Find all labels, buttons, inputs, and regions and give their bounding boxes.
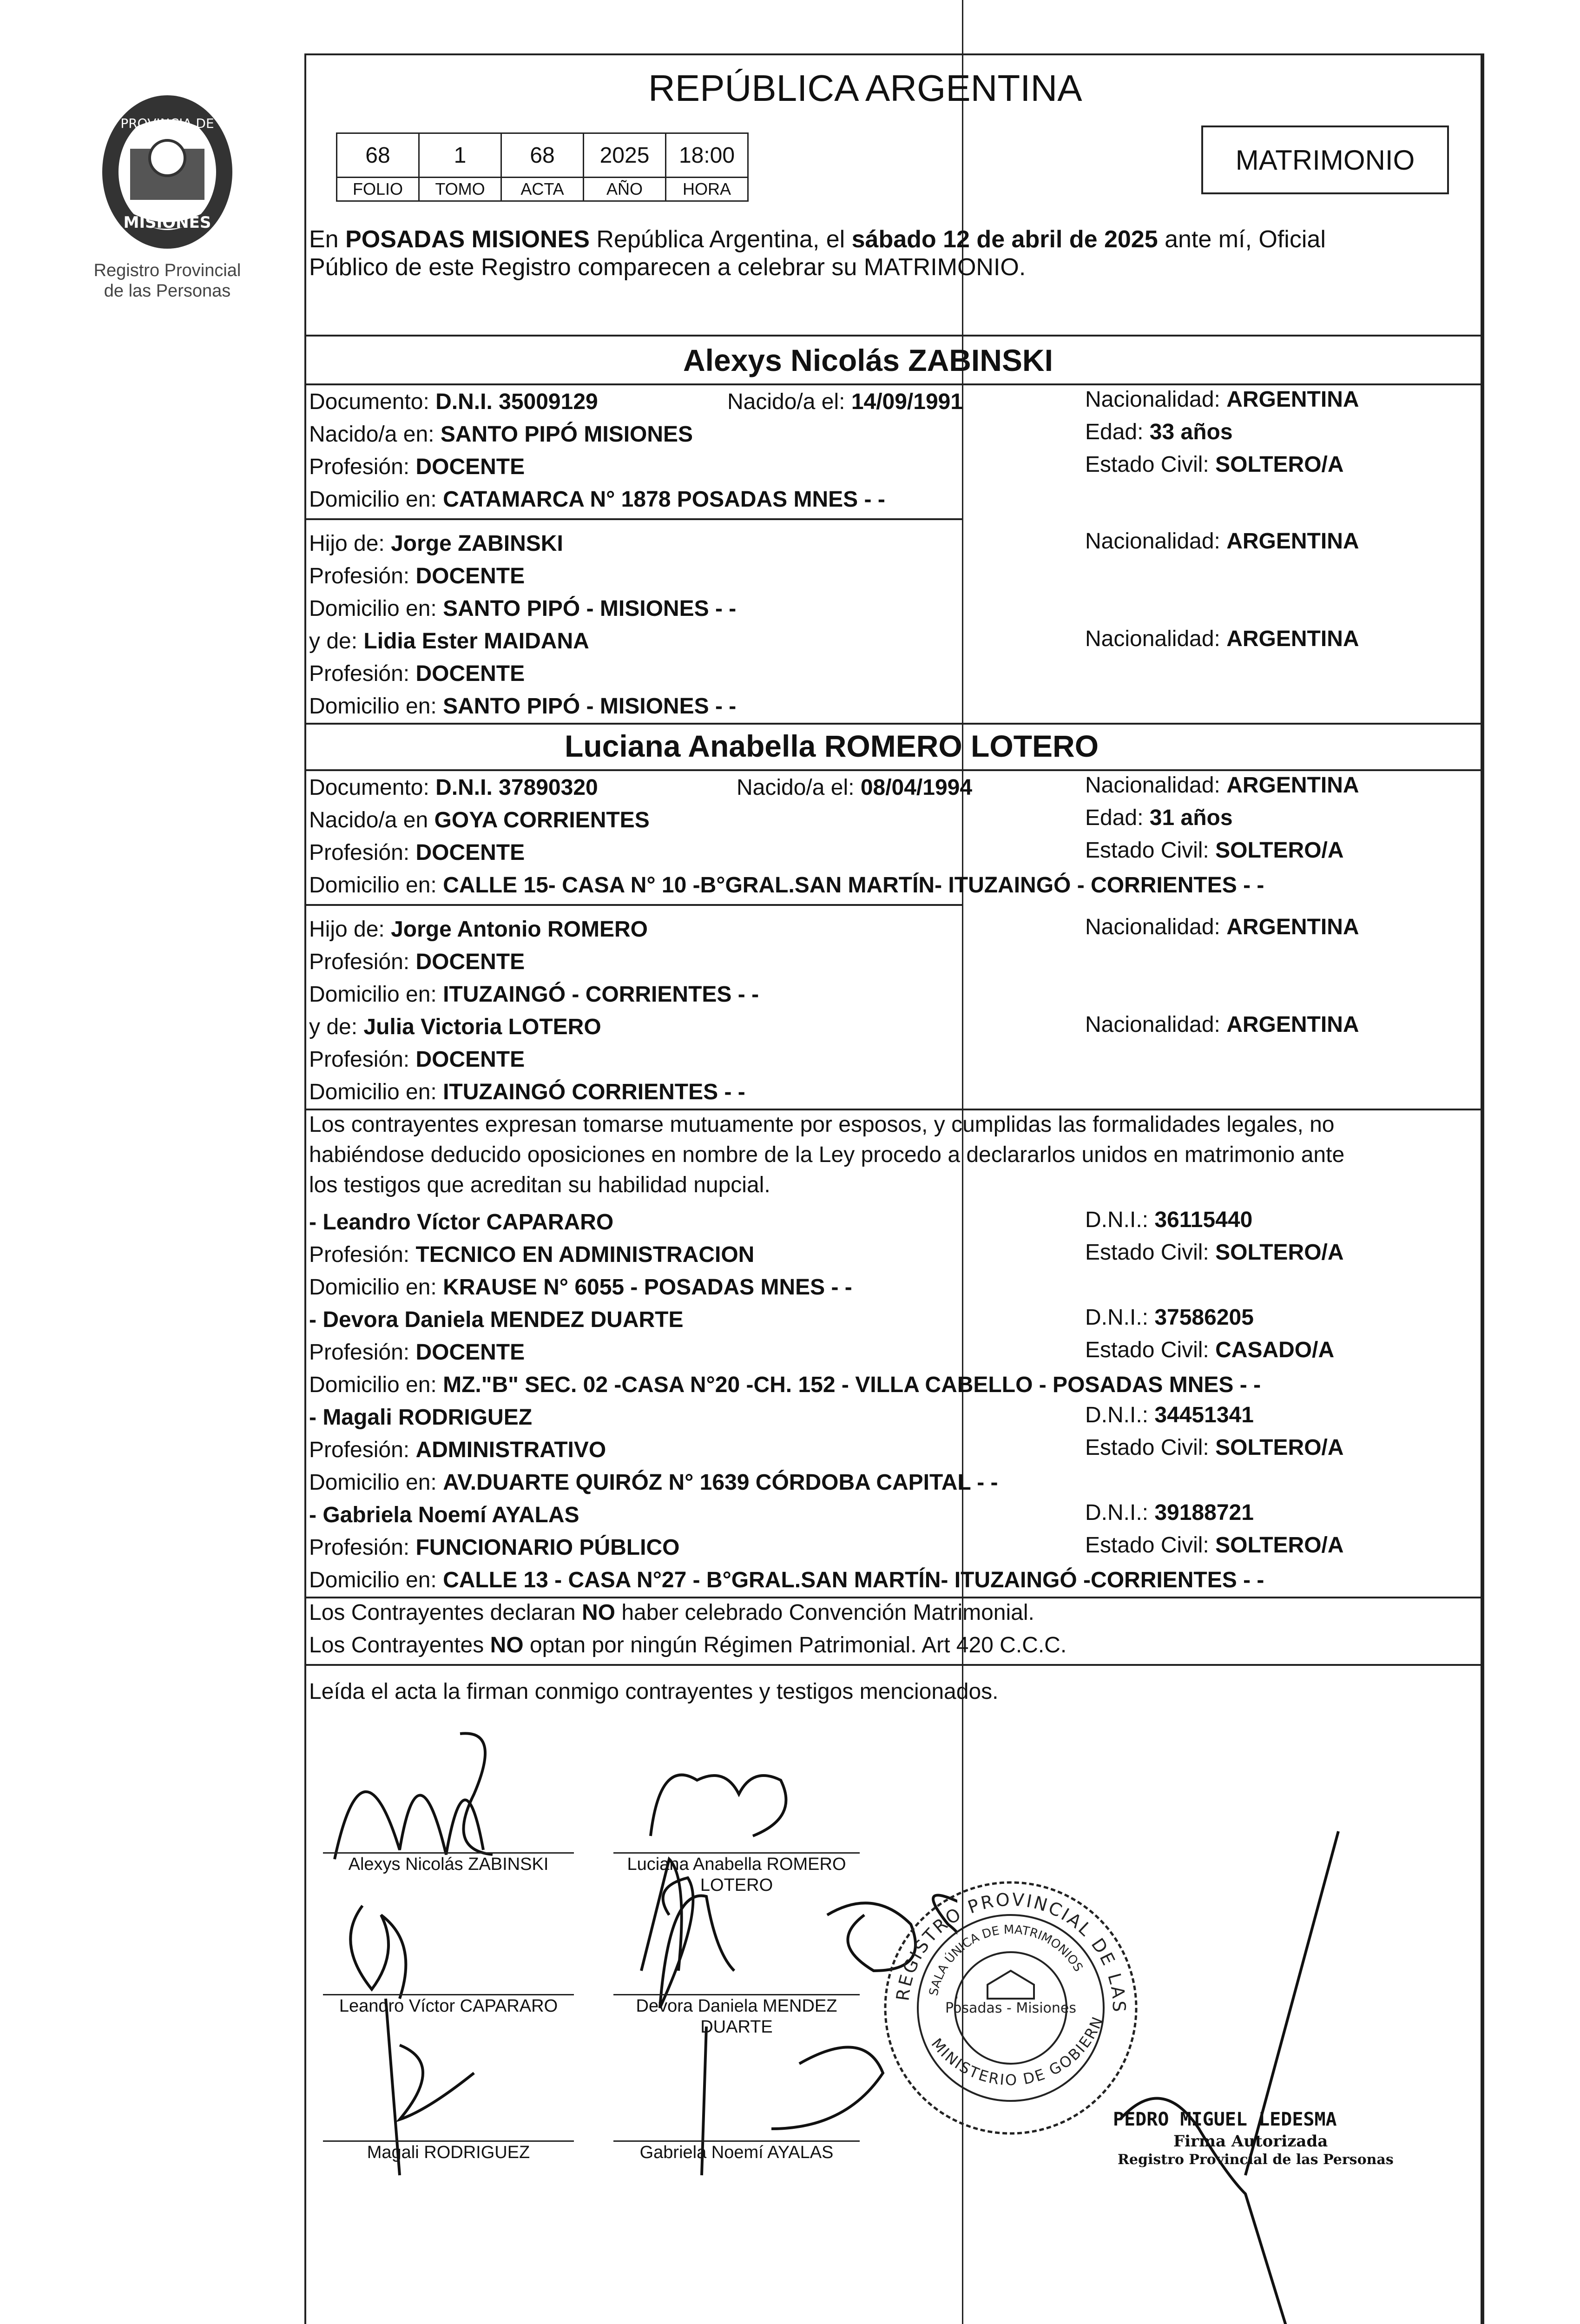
- spouse1-birthdate: Nacido/a el: 14/09/1991: [727, 390, 963, 414]
- spouse1-profession: Profesión: DOCENTE: [309, 455, 525, 479]
- divider: [304, 1664, 1482, 1666]
- official-office: Registro Provincial de las Personas: [1118, 2152, 1394, 2168]
- signature-label-romero-2: LOTERO: [700, 1875, 773, 1895]
- declaration-line-2: habiéndose deducido oposiciones en nombre de la Ley procedo a declararlos unidos en matrimonio ante: [309, 1142, 1345, 1167]
- signatures-area: [307, 1710, 957, 2199]
- province-logo: [91, 88, 244, 256]
- spouse1-mother-address: Domicilio en: SANTO PIPÓ - MISIONES - -: [309, 694, 737, 719]
- spouse2-profession: Profesión: DOCENTE: [309, 840, 525, 865]
- signature-label-mendez: Devora Daniela MENDEZ: [636, 1996, 837, 2016]
- spouse1-mother: y de: Lidia Ester MAIDANA: [309, 629, 589, 654]
- witness-2-profession: Profesión: DOCENTE: [309, 1340, 525, 1365]
- witness-4-profession: Profesión: FUNCIONARIO PÚBLICO: [309, 1535, 680, 1560]
- official-name: PEDRO MIGUEL LEDESMA: [1113, 2109, 1337, 2130]
- seal-inner-text: SALA ÚNICA DE MATRIMONIOS: [927, 1922, 1086, 1997]
- hora-label: HORA: [666, 178, 748, 201]
- page-edge-line: [1481, 53, 1482, 2324]
- spouse2-mother-address: Domicilio en: ITUZAINGÓ CORRIENTES - -: [309, 1080, 745, 1104]
- spouse1-name: Alexys Nicolás ZABINSKI: [683, 343, 1053, 377]
- spouse1-mother-profession: Profesión: DOCENTE: [309, 661, 525, 686]
- witness-1-civil-status: Estado Civil: SOLTERO/A: [1085, 1240, 1344, 1265]
- spouse2-name: Luciana Anabella ROMERO LOTERO: [565, 729, 1099, 763]
- signature-label-zabinski: Alexys Nicolás ZABINSKI: [348, 1855, 549, 1874]
- witness-3-address: Domicilio en: AV.DUARTE QUIRÓZ N° 1639 CÓRDOBA CAPITAL - -: [309, 1470, 998, 1495]
- seal-bottom-text: MINISTERIO DE GOBIERN: [928, 2013, 1107, 2089]
- signature-romero: [651, 1775, 786, 1836]
- province-shield-icon: [91, 88, 244, 256]
- spouse2-father-nationality: Nacionalidad: ARGENTINA: [1085, 915, 1359, 939]
- folio-value: 68: [337, 133, 419, 178]
- seal-icon: [881, 1878, 1141, 2138]
- spouse1-father-nationality: Nacionalidad: ARGENTINA: [1085, 529, 1359, 554]
- spouse2-birthdate: Nacido/a el: 08/04/1994: [737, 775, 973, 800]
- witness-1-name: - Leandro Víctor CAPARARO: [309, 1210, 614, 1235]
- divider: [304, 518, 962, 520]
- record-type-label: MATRIMONIO: [1235, 144, 1415, 176]
- witness-1-address: Domicilio en: KRAUSE N° 6055 - POSADAS MNES - -: [309, 1275, 852, 1300]
- logo-top-text: PROVINCIA DE: [120, 116, 214, 131]
- tomo-label: TOMO: [419, 178, 501, 201]
- record-meta-table: [336, 132, 749, 202]
- signature-zabinski: [335, 1792, 483, 1859]
- witness-2-civil-status: Estado Civil: CASADO/A: [1085, 1338, 1335, 1362]
- spouse2-civil-status: Estado Civil: SOLTERO/A: [1085, 838, 1344, 863]
- signature-magali: [400, 2045, 474, 2119]
- acta-label: ACTA: [501, 178, 584, 201]
- signature-gabriela: [771, 2047, 883, 2129]
- divider: [304, 383, 1482, 385]
- witness-3-name: - Magali RODRIGUEZ: [309, 1405, 533, 1430]
- seal-outer-text: REGISTRO PROVINCIAL DE LAS: [892, 1889, 1130, 2014]
- intro-date: sábado 12 de abril de 2025: [851, 226, 1158, 253]
- witness-4-address: Domicilio en: CALLE 13 - CASA N°27 - B°GRAL.SAN MARTÍN- ITUZAINGÓ -CORRIENTES - -: [309, 1568, 1264, 1592]
- witness-3-dni: D.N.I.: 34451341: [1085, 1403, 1254, 1427]
- spouse2-mother: y de: Julia Victoria LOTERO: [309, 1015, 601, 1039]
- spouse2-father-profession: Profesión: DOCENTE: [309, 950, 525, 974]
- signature-marks: [335, 1733, 957, 2175]
- seal-center-text: Posadas - Misiones: [945, 2000, 1076, 2016]
- signature-leandro: [350, 1906, 406, 1999]
- divider: [304, 1109, 1482, 1110]
- hora-value: 18:00: [666, 133, 748, 178]
- tomo-value: 1: [419, 133, 501, 178]
- signature-label-rodriguez: Magali RODRIGUEZ: [367, 2143, 530, 2162]
- convention-line-2: Los Contrayentes NO optan por ningún Régimen Patrimonial. Art 420 C.C.C.: [309, 1633, 1067, 1657]
- divider: [304, 335, 1482, 337]
- spouse2-father-address: Domicilio en: ITUZAINGÓ - CORRIENTES - -: [309, 982, 759, 1007]
- acta-value: 68: [501, 133, 584, 178]
- spouse1-document: Documento: D.N.I. 35009129: [309, 390, 598, 414]
- declaration-line-3: los testigos que acreditan su habilidad nupcial.: [309, 1173, 770, 1197]
- spouse1-father-address: Domicilio en: SANTO PIPÓ - MISIONES - -: [309, 596, 737, 621]
- folio-label: FOLIO: [337, 178, 419, 201]
- intro-line-1: En POSADAS MISIONES República Argentina, el sábado 12 de abril de 2025 ante mí, Oficial: [309, 226, 1326, 253]
- svg-text:REGISTRO PROVINCIAL DE LAS PER: [881, 1878, 1129, 2014]
- signature-label-romero: Luciana Anabella ROMERO: [627, 1855, 846, 1874]
- signature-label-mendez-2: DUARTE: [700, 2017, 773, 2037]
- registry-label: Registro Provincial de las Personas: [93, 261, 241, 301]
- document-title: REPÚBLICA ARGENTINA: [648, 67, 1082, 109]
- spouse1-age: Edad: 33 años: [1085, 420, 1233, 444]
- spouse1-birthplace: Nacido/a en: SANTO PIPÓ MISIONES: [309, 422, 693, 447]
- witness-1-dni: D.N.I.: 36115440: [1085, 1208, 1253, 1232]
- spouse1-mother-nationality: Nacionalidad: ARGENTINA: [1085, 627, 1359, 651]
- anio-value: 2025: [584, 133, 666, 178]
- record-type-box: [1201, 125, 1449, 194]
- signature-line: [323, 1994, 574, 1995]
- signature-label-caparaaro: Leandro Víctor CAPARARO: [339, 1996, 558, 2016]
- witness-1-profession: Profesión: TECNICO EN ADMINISTRACION: [309, 1242, 755, 1267]
- signature-line: [613, 1852, 860, 1854]
- divider: [304, 904, 962, 906]
- spouse2-nationality: Nacionalidad: ARGENTINA: [1085, 773, 1359, 798]
- signature-label-ayalas: Gabriela Noemí AYALAS: [639, 2143, 834, 2162]
- divider: [304, 769, 1482, 771]
- intro-line-2: Público de este Registro comparecen a celebrar su MATRIMONIO.: [309, 254, 1026, 281]
- spouse2-age: Edad: 31 años: [1085, 805, 1233, 830]
- signature-zabinski-flourish: [460, 1733, 493, 1855]
- closing-statement: Leída el acta la firman conmigo contrayentes y testigos mencionados.: [309, 1679, 999, 1704]
- witness-3-civil-status: Estado Civil: SOLTERO/A: [1085, 1435, 1344, 1460]
- official-signature: [1106, 1822, 1348, 2324]
- logo-bottom-text: MISIONES: [123, 213, 211, 232]
- spouse2-birthplace: Nacido/a en GOYA CORRIENTES: [309, 808, 650, 832]
- spouse2-mother-profession: Profesión: DOCENTE: [309, 1047, 525, 1072]
- signature-caparaaro: [660, 1878, 734, 2008]
- divider: [304, 723, 1482, 725]
- official-role: Firma Autorizada: [1173, 2132, 1328, 2151]
- witness-2-dni: D.N.I.: 37586205: [1085, 1305, 1254, 1330]
- witness-2-name: - Devora Daniela MENDEZ DUARTE: [309, 1307, 684, 1332]
- official-seal: [881, 1878, 1141, 2138]
- signature-line: [613, 1994, 860, 1995]
- spouse1-father-profession: Profesión: DOCENTE: [309, 564, 525, 588]
- witness-3-profession: Profesión: ADMINISTRATIVO: [309, 1438, 606, 1462]
- spouse2-address: Domicilio en: CALLE 15- CASA N° 10 -B°GRAL.SAN MARTÍN- ITUZAINGÓ - CORRIENTES - -: [309, 873, 1264, 898]
- spouse2-mother-nationality: Nacionalidad: ARGENTINA: [1085, 1012, 1359, 1037]
- spouse2-father: Hijo de: Jorge Antonio ROMERO: [309, 917, 648, 942]
- witness-4-name: - Gabriela Noemí AYALAS: [309, 1503, 579, 1527]
- anio-label: AÑO: [584, 178, 666, 201]
- spouse1-nationality: Nacionalidad: ARGENTINA: [1085, 387, 1359, 412]
- spouse1-civil-status: Estado Civil: SOLTERO/A: [1085, 452, 1344, 477]
- intro-city: POSADAS MISIONES: [345, 226, 590, 253]
- witness-4-civil-status: Estado Civil: SOLTERO/A: [1085, 1533, 1344, 1558]
- witness-2-address: Domicilio en: MZ."B" SEC. 02 -CASA N°20 -CH. 152 - VILLA CABELLO - POSADAS MNES - -: [309, 1373, 1261, 1397]
- signature-line: [613, 2140, 860, 2142]
- signature-line: [323, 2140, 574, 2142]
- convention-line-1: Los Contrayentes declaran NO haber celebrado Convención Matrimonial.: [309, 1600, 1034, 1625]
- spouse2-document: Documento: D.N.I. 37890320: [309, 775, 598, 800]
- spouse1-father: Hijo de: Jorge ZABINSKI: [309, 531, 563, 556]
- witness-4-dni: D.N.I.: 39188721: [1085, 1500, 1254, 1525]
- signature-line: [323, 1852, 574, 1854]
- declaration-line-1: Los contrayentes expresan tomarse mutuamente por esposos, y cumplidas las formalidades legales, no: [309, 1112, 1335, 1137]
- divider: [304, 1597, 1482, 1598]
- spouse1-address: Domicilio en: CATAMARCA N° 1878 POSADAS MNES - -: [309, 487, 885, 512]
